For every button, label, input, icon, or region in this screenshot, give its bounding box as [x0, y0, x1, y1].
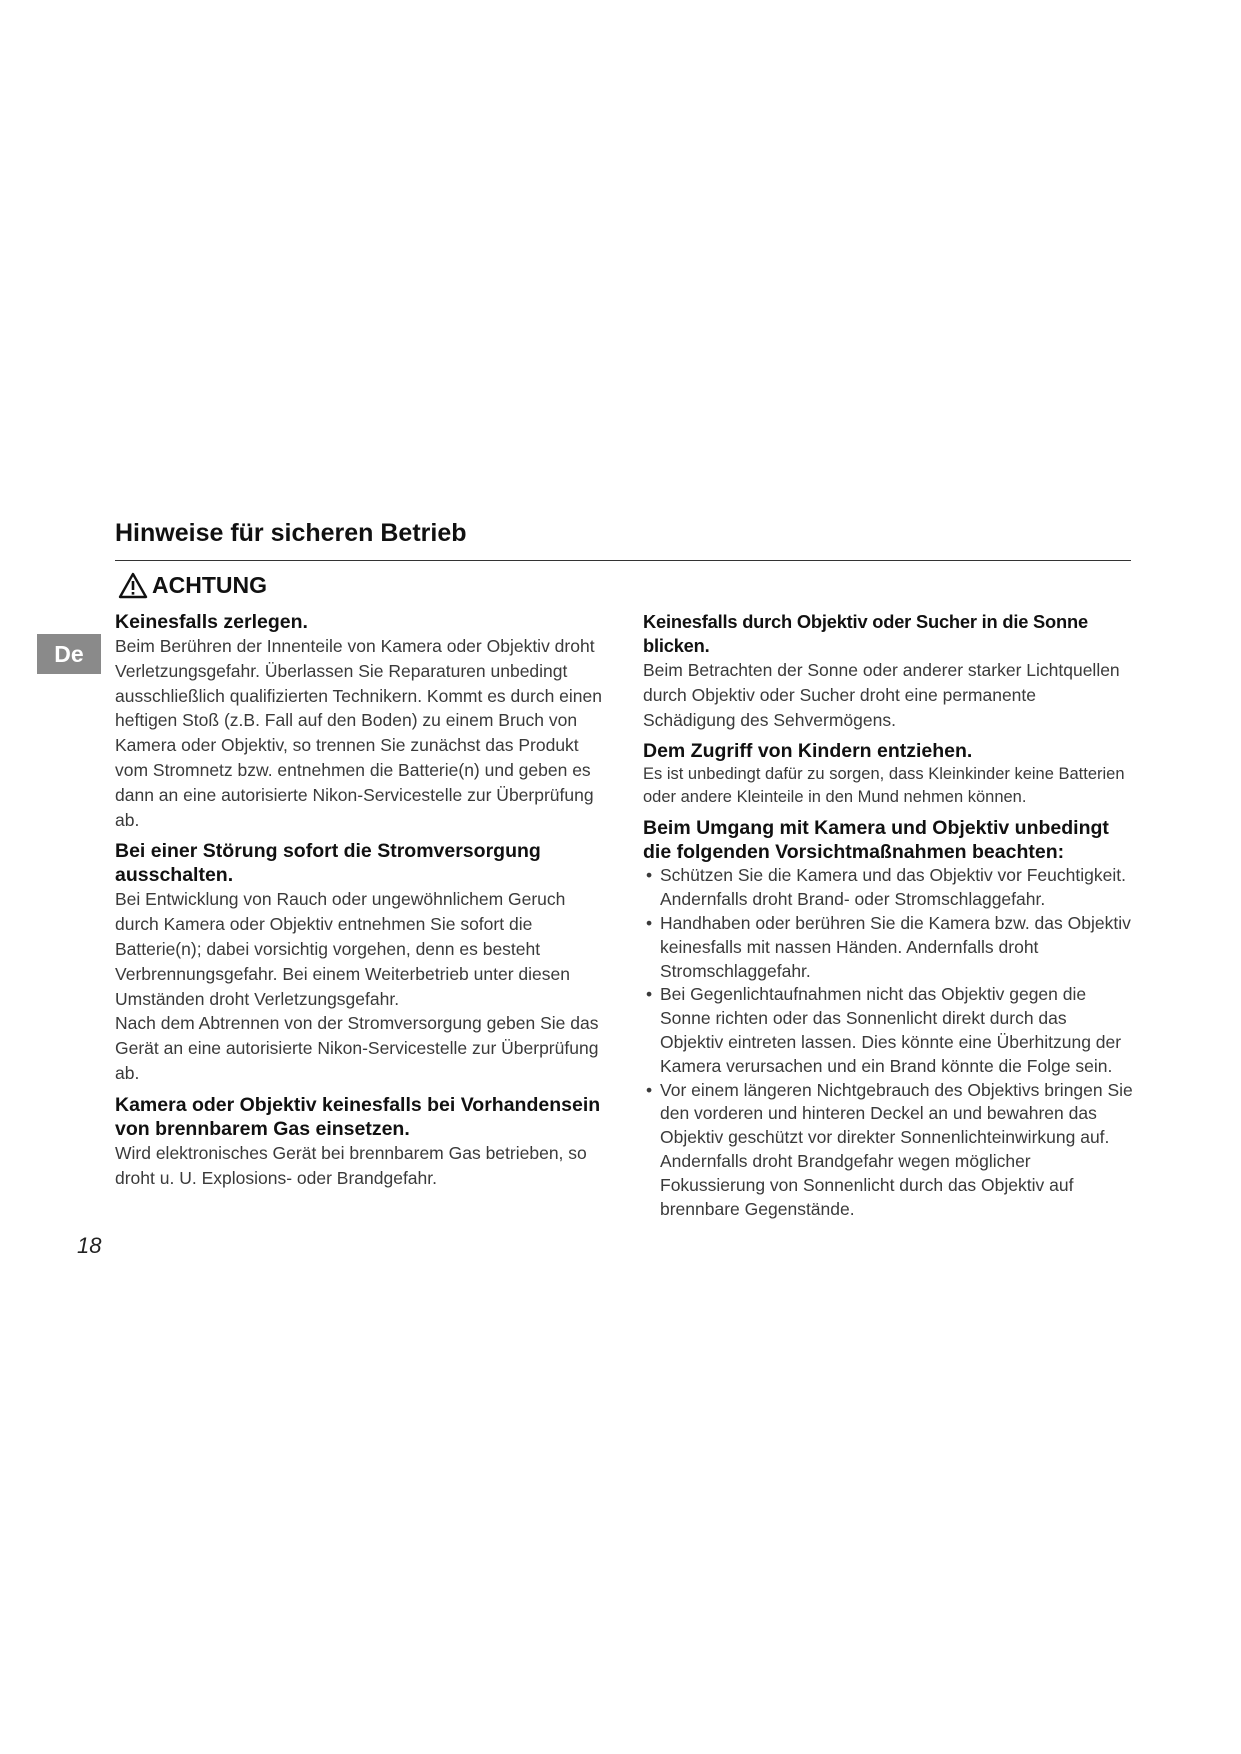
section-paragraph: Nach dem Abtrennen von der Stromversorgung geben Sie das Gerät an eine autorisierte Nikon-Servicestelle zur Überprüfung ab.: [115, 1013, 599, 1083]
list-item: • Vor einem längeren Nichtgebrauch des Objektivs bringen Sie den vorderen und hinteren Deckel an und bewahren das Objektiv geschützt vor direkter Sonnenlichteinwirkung auf. Andernfalls droht Brandgefahr wegen möglicher Fokussierung von Sonnenlicht durch das Objektiv auf brennbare Gegenstände.: [643, 1079, 1133, 1222]
title-divider: [115, 560, 1131, 561]
section-flammable-gas: [115, 1093, 608, 1191]
section-precautions: [643, 816, 1133, 1221]
language-tab: De: [37, 634, 101, 674]
right-column: [643, 610, 1133, 1228]
page-number: 18: [77, 1233, 102, 1258]
precautions-list: [643, 864, 1133, 1221]
section-heading: Beim Umgang mit Kamera und Objektiv unbedingt die folgenden Vorsichtmaßnahmen beachten:: [643, 817, 1109, 864]
list-item: • Schützen Sie die Kamera und das Objektiv vor Feuchtigkeit. Andernfalls droht Brand- oder Stromschlaggefahr.: [643, 864, 1133, 912]
section-paragraph: Bei Entwicklung von Rauch oder ungewöhnlichem Geruch durch Kamera oder Objektiv entnehmen Sie sofort die Batterie(n); dabei vorsichtig vorgehen, denn es besteht Verbrennungsgefahr. Bei einem Weiterbetrieb unter diesen Umständen droht Verletzungsgefahr.: [115, 889, 570, 1009]
section-paragraph: Wird elektronisches Gerät bei brennbarem Gas betrieben, so droht u. U. Explosions- oder Brandgefahr.: [115, 1142, 587, 1188]
caution-label: ACHTUNG: [152, 572, 267, 598]
left-column: [115, 610, 608, 1197]
section-heading: Keinesfalls zerlegen.: [115, 611, 308, 633]
page-title: Hinweise für sicheren Betrieb: [115, 519, 467, 547]
list-item: • Handhaben oder berühren Sie die Kamera bzw. das Objektiv keinesfalls mit nassen Händen. Andernfalls droht Stromschlaggefahr.: [643, 912, 1133, 983]
section-heading: Bei einer Störung sofort die Stromversorgung ausschalten.: [115, 840, 541, 887]
section-paragraph: Beim Betrachten der Sonne oder anderer starker Lichtquellen durch Objektiv oder Sucher droht eine permanente Schädigung des Sehvermögens.: [643, 660, 1120, 730]
section-sun: [643, 610, 1133, 732]
section-heading: Dem Zugriff von Kindern entziehen.: [643, 740, 973, 763]
section-disassemble: [115, 610, 608, 832]
warning-triangle-icon: [118, 572, 148, 599]
section-heading: Kamera oder Objektiv keinesfalls bei Vorhandensein von brennbarem Gas einsetzen.: [115, 1093, 601, 1140]
section-paragraph: Es ist unbedingt dafür zu sorgen, dass Kleinkinder keine Batterien oder andere Kleinteile in den Mund nehmen können.: [643, 765, 1125, 807]
caution-header: [118, 572, 267, 599]
section-paragraph: Beim Berühren der Innenteile von Kamera oder Objektiv droht Verletzungsgefahr. Überlassen Sie Reparaturen unbedingt ausschließlich qualifizierten Technikern. Kommt es durch einen heftigen Stoß (z.B. Fall auf den Boden) zu einem Bruch von Kamera oder Objektiv, so trennen Sie zunächst das Produkt vom Stromnetz bzw. entnehmen die Batterie(n) und geben es dann an eine autorisierte Nikon-Servicestelle zur Überprüfung ab.: [115, 636, 603, 830]
section-children: [643, 739, 1133, 809]
section-malfunction: [115, 839, 608, 1085]
list-item: • Bei Gegenlichtaufnahmen nicht das Objektiv gegen die Sonne richten oder das Sonnenlicht direkt durch das Objektiv eintreten lassen. Dies könnte eine Überhitzung der Kamera verursachen und ein Brand könnte die Folge sein.: [643, 983, 1133, 1078]
section-heading: Keinesfalls durch Objektiv oder Sucher in die Sonne blicken.: [643, 611, 1088, 656]
